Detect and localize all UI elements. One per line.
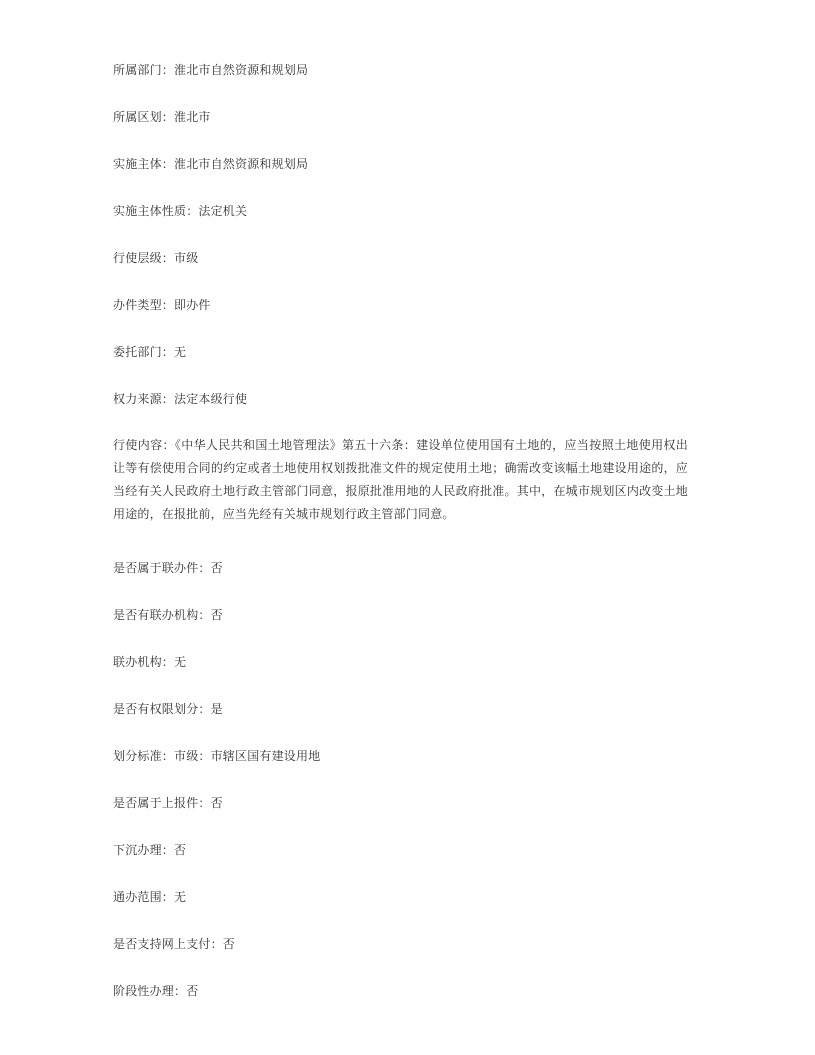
phased-handling-field: 阶段性办理：否 xyxy=(113,984,199,998)
entrusting-department-field: 委托部门：无 xyxy=(113,345,187,359)
authority-division-field: 是否有权限划分：是 xyxy=(113,702,223,716)
online-payment-field: 是否支持网上支付：否 xyxy=(113,937,236,951)
authority-source-field: 权力来源：法定本级行使 xyxy=(113,392,248,406)
sink-handling-field: 下沉办理：否 xyxy=(113,843,187,857)
division-standard-field: 划分标准：市级：市辖区国有建设用地 xyxy=(113,749,321,763)
implementing-body-field: 实施主体：淮北市自然资源和规划局 xyxy=(113,157,309,171)
general-scope-field: 通办范围：无 xyxy=(113,890,187,904)
exercise-level-field: 行使层级：市级 xyxy=(113,251,199,265)
case-type-field: 办件类型：即办件 xyxy=(113,298,211,312)
joint-agency-field: 联办机构：无 xyxy=(113,655,187,669)
exercise-content-field: 行使内容：《中华人民共和国土地管理法》第五十六条：建设单位使用国有土地的，应当按照土地使用权出让等有偿使用合同的约定或者土地使用权划拨批准文件的规定使用土地；确需改变该幅土地建设用途的，应当经有关人民政府土地行政主管部门同意，报原批准用地的人民政府批准。其中，在城市规划区内改变土地用途的，在报批前，应当先经有关城市规划行政主管部门同意。 xyxy=(113,438,688,521)
region-field: 所属区划：淮北市 xyxy=(113,110,211,124)
report-case-field: 是否属于上报件：否 xyxy=(113,796,223,810)
joint-case-field: 是否属于联办件：否 xyxy=(113,561,223,575)
joint-agency-exists-field: 是否有联办机构：否 xyxy=(113,608,223,622)
department-field: 所属部门：淮北市自然资源和规划局 xyxy=(113,63,309,77)
implementing-body-nature-field: 实施主体性质：法定机关 xyxy=(113,204,248,218)
